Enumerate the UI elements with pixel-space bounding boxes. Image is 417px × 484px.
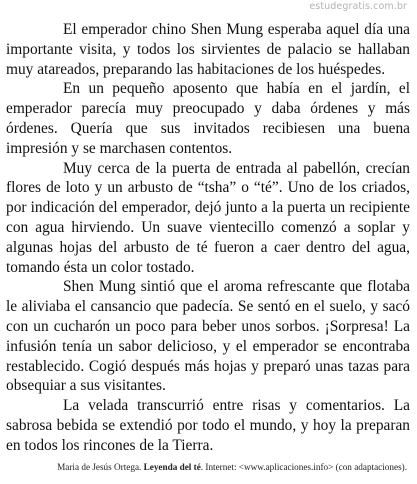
source-credit (0, 462, 407, 472)
story-paragraph: En un pequeño aposento que había en el jardín, el emperador parecía muy preocupado y daba órdenes y más órdenes. Quería que sus invitados recibiesen una buena impresión y se marchasen contentos. (6, 80, 410, 157)
credit-source: . Internet: <www.aplicaciones.info> (con adaptaciones). (200, 462, 407, 472)
credit-title: Leyenda del té (143, 462, 201, 472)
story-paragraph: La velada transcurrió entre risas y comentarios. La sabrosa bebida se extendió por todo el mundo, y hoy la preparan en todos los rincones de la Tierra. (6, 397, 410, 454)
story-text (6, 20, 410, 456)
watermark: estudegratis.com.br (309, 1, 407, 12)
story-paragraph: El emperador chino Shen Mung esperaba aquel día una importante visita, y todos los sirvientes de palacio se hallaban muy atareados, preparando las habitaciones de los huéspedes. (6, 21, 410, 78)
story-paragraph: Shen Mung sintió que el aroma refrescante que flotaba le aliviaba el cansancio que padecía. Se sentó en el suelo, y sacó con un cucharón un poco para beber unos sorbos. ¡Sorpresa! La infusión tenía un sabor delicioso, y el emperador se encontraba restablecido. Cogió después más hojas y preparó unas tazas para obsequiar a sus visitantes. (6, 278, 410, 395)
credit-author: Maria de Jesús Ortega. (57, 462, 142, 472)
story-paragraph: Muy cerca de la puerta de entrada al pabellón, crecían flores de loto y un arbusto de “tsha” o “té”. Uno de los criados, por indicación del emperador, dejó junto a la puerta un recipiente con agua hirviendo. Un suave vientecillo comenzó a soplar y algunas hojas del arbusto de té fueron a caer dentro del agua, tomando ésta un color tostado. (6, 159, 410, 276)
